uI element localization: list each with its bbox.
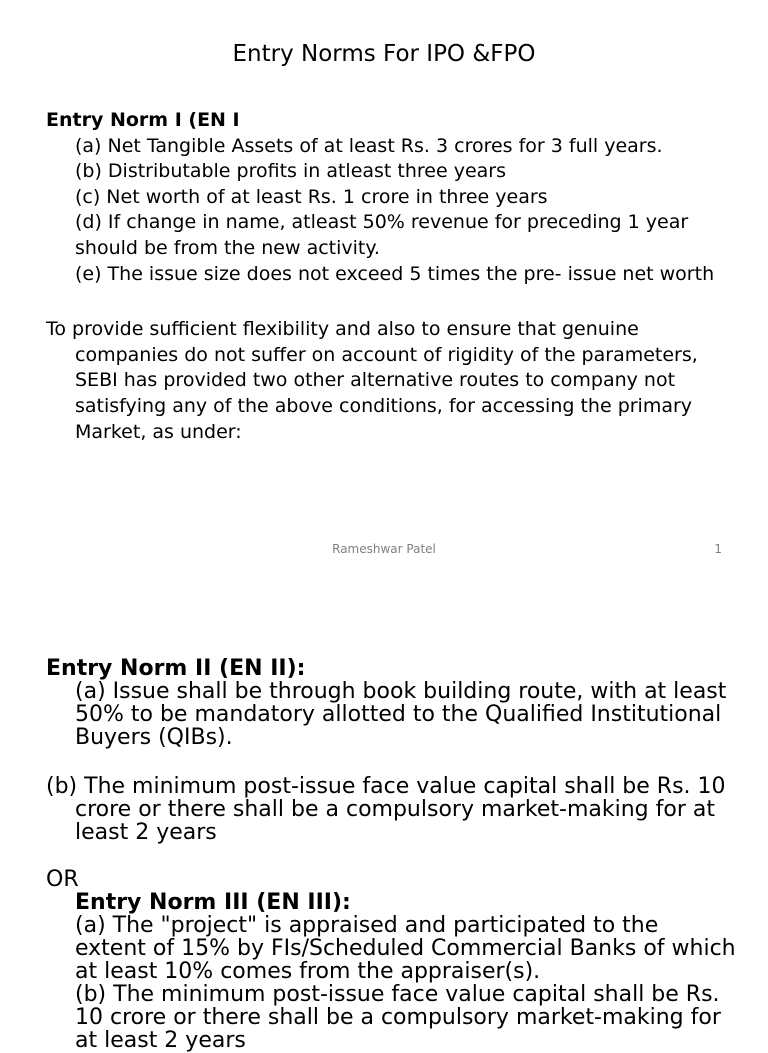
footer-author: Rameshwar Patel: [332, 542, 436, 556]
slide-2-body: [46, 657, 736, 1052]
norm-2-item-a: (a) Issue shall be through book building route, with at least 50% to be mandatory allotted to the Qualified Institutional Buyers (QIBs).: [75, 679, 727, 750]
norm-3-item-a: (a) The "project" is appraised and participated to the extent of 15% by FIs/Scheduled Commercial Banks of which at least 10% comes from the appraiser(s).: [75, 913, 736, 984]
entry-norm-1-heading: Entry Norm I (EN I: [46, 109, 240, 131]
norm-1-item-a: (a) Net Tangible Assets of at least Rs. 3 crores for 3 full years.: [75, 134, 663, 157]
slide-2: [0, 580, 768, 1053]
entry-norm-2-heading: Entry Norm II (EN II):: [46, 656, 306, 681]
norm-1-item-d: (d) If change in name, atleast 50% revenue for preceding 1 year should be from the new activity.: [75, 211, 689, 259]
or-label: OR: [46, 867, 79, 892]
footer-page-number: 1: [714, 542, 722, 556]
norm-1-item-c: (c) Net worth of at least Rs. 1 crore in three years: [75, 185, 548, 208]
norm-1-item-e: (e) The issue size does not exceed 5 times the pre- issue net worth: [75, 262, 715, 285]
norm-2-item-b: (b) The minimum post-issue face value capital shall be Rs. 10 crore or there shall be a compulsory market-making for at least 2 years: [46, 774, 726, 845]
slide-title: Entry Norms For IPO &FPO: [232, 41, 536, 67]
slide-1-body: [46, 108, 736, 445]
norm-1-item-b: (b) Distributable profits in atleast three years: [75, 160, 507, 183]
entry-norm-3-heading: Entry Norm III (EN III):: [75, 890, 351, 915]
flexibility-paragraph: To provide sufficient flexibility and also to ensure that genuine companies do not suffer on account of rigidity of the parameters, SEBI has provided two other alternative routes to company not satisfying any of the above conditions, for accessing the primary Market, as under:: [46, 318, 698, 443]
norm-3-item-b: (b) The minimum post-issue face value capital shall be Rs. 10 crore or there shall be a compulsory market-making for at least 2 years: [75, 982, 721, 1053]
